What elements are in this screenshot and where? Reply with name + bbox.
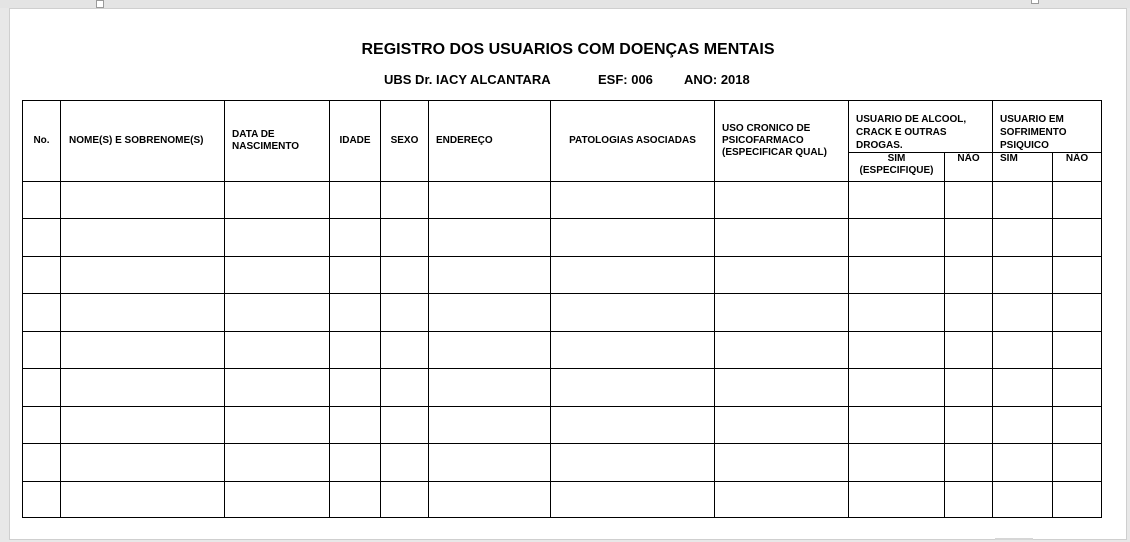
table-cell[interactable]	[429, 369, 551, 407]
table-cell[interactable]	[715, 294, 849, 332]
table-cell[interactable]	[23, 257, 61, 294]
table-cell[interactable]	[849, 257, 945, 294]
table-cell[interactable]	[849, 407, 945, 444]
table-cell[interactable]	[429, 444, 551, 482]
table-cell[interactable]	[381, 257, 429, 294]
table-cell[interactable]	[849, 294, 945, 332]
table-cell[interactable]	[1053, 332, 1102, 369]
table-cell[interactable]	[551, 369, 715, 407]
table-cell[interactable]	[381, 294, 429, 332]
header-idade: IDADE	[330, 101, 381, 182]
table-cell[interactable]	[715, 444, 849, 482]
table-cell[interactable]	[715, 482, 849, 518]
header-sofrimento-sim: SIM	[993, 153, 1053, 182]
table-cell[interactable]	[551, 482, 715, 518]
top-strip	[0, 0, 1130, 8]
table-cell[interactable]	[551, 182, 715, 219]
header-data-nascimento: DATA DE NASCIMENTO	[225, 101, 330, 182]
table-cell[interactable]	[381, 182, 429, 219]
table-cell[interactable]	[849, 444, 945, 482]
table-cell[interactable]	[330, 219, 381, 257]
table-cell[interactable]	[429, 482, 551, 518]
table-cell[interactable]	[1053, 219, 1102, 257]
table-cell[interactable]	[945, 257, 993, 294]
table-row	[23, 444, 1102, 482]
table-cell[interactable]	[381, 332, 429, 369]
table-cell[interactable]	[945, 444, 993, 482]
table-cell[interactable]	[993, 294, 1053, 332]
table-row	[23, 182, 1102, 219]
table-cell[interactable]	[23, 407, 61, 444]
table-cell[interactable]	[849, 182, 945, 219]
page-title: REGISTRO DOS USUARIOS COM DOENÇAS MENTAIS	[361, 41, 775, 58]
header-no: No.	[23, 101, 61, 182]
table-row	[23, 369, 1102, 407]
table-cell[interactable]	[849, 219, 945, 257]
table-cell[interactable]	[715, 219, 849, 257]
table-cell[interactable]	[945, 219, 993, 257]
table-cell[interactable]	[381, 407, 429, 444]
header-alcool-sim: SIM (ESPECIFIQUE)	[849, 153, 945, 182]
table-cell[interactable]	[225, 482, 330, 518]
table-row	[23, 257, 1102, 294]
table-cell[interactable]	[429, 407, 551, 444]
table-cell[interactable]	[1053, 257, 1102, 294]
table-cell[interactable]	[23, 482, 61, 518]
table-cell[interactable]	[429, 182, 551, 219]
margin-marker-left-icon[interactable]	[96, 0, 104, 8]
table-cell[interactable]	[945, 294, 993, 332]
table-cell[interactable]	[429, 332, 551, 369]
table-cell[interactable]	[1053, 444, 1102, 482]
table-cell[interactable]	[993, 257, 1053, 294]
table-cell[interactable]	[225, 407, 330, 444]
table-cell[interactable]	[225, 369, 330, 407]
table-cell[interactable]	[849, 332, 945, 369]
table-cell[interactable]	[551, 257, 715, 294]
table-cell[interactable]	[330, 444, 381, 482]
table-cell[interactable]	[945, 182, 993, 219]
table-cell[interactable]	[23, 182, 61, 219]
table-cell[interactable]	[61, 444, 225, 482]
table-cell[interactable]	[225, 294, 330, 332]
table-cell[interactable]	[23, 294, 61, 332]
header-uso-cronico: USO CRONICO DE PSICOFARMACO (ESPECIFICAR QUAL)	[715, 101, 849, 182]
table-cell[interactable]	[23, 369, 61, 407]
table-cell[interactable]	[849, 369, 945, 407]
table-cell[interactable]	[993, 444, 1053, 482]
table-cell[interactable]	[61, 294, 225, 332]
table-cell[interactable]	[993, 332, 1053, 369]
table-row	[23, 219, 1102, 257]
table-cell[interactable]	[225, 444, 330, 482]
table-cell[interactable]	[715, 182, 849, 219]
table-cell[interactable]	[381, 444, 429, 482]
table-cell[interactable]	[23, 219, 61, 257]
table-cell[interactable]	[381, 482, 429, 518]
table-cell[interactable]	[945, 369, 993, 407]
table-cell[interactable]	[23, 332, 61, 369]
table-cell[interactable]	[945, 482, 993, 518]
table-cell[interactable]	[23, 444, 61, 482]
table-row	[23, 294, 1102, 332]
header-endereco: ENDEREÇO	[429, 101, 551, 182]
table-cell[interactable]	[330, 482, 381, 518]
table-cell[interactable]	[551, 219, 715, 257]
table-cell[interactable]	[993, 182, 1053, 219]
table-cell[interactable]	[551, 294, 715, 332]
table-cell[interactable]	[61, 407, 225, 444]
table-cell[interactable]	[993, 407, 1053, 444]
header-alcool-nao: NÃO	[945, 153, 993, 182]
table-cell[interactable]	[1053, 294, 1102, 332]
table-cell[interactable]	[330, 294, 381, 332]
table-cell[interactable]	[715, 257, 849, 294]
margin-marker-right-icon[interactable]	[1031, 0, 1039, 4]
table-cell[interactable]	[945, 332, 993, 369]
subtitle-ano: ANO: 2018	[684, 72, 750, 87]
table-body	[23, 182, 1102, 518]
scroll-indicator	[995, 538, 1033, 540]
table-cell[interactable]	[715, 407, 849, 444]
table-cell[interactable]	[381, 219, 429, 257]
table-cell[interactable]	[993, 369, 1053, 407]
table-cell[interactable]	[429, 294, 551, 332]
header-patologias: PATOLOGIAS ASOCIADAS	[551, 101, 715, 182]
table-cell[interactable]	[61, 219, 225, 257]
table-cell[interactable]	[61, 369, 225, 407]
table-cell[interactable]	[551, 407, 715, 444]
table-cell[interactable]	[61, 482, 225, 518]
table-cell[interactable]	[993, 219, 1053, 257]
table-cell[interactable]	[225, 257, 330, 294]
table-cell[interactable]	[61, 182, 225, 219]
table-cell[interactable]	[849, 482, 945, 518]
table-cell[interactable]	[330, 257, 381, 294]
table-cell[interactable]	[225, 219, 330, 257]
table-cell[interactable]	[1053, 182, 1102, 219]
table-cell[interactable]	[1053, 369, 1102, 407]
table-cell[interactable]	[429, 257, 551, 294]
table-cell[interactable]	[715, 369, 849, 407]
table-cell[interactable]	[330, 332, 381, 369]
table-cell[interactable]	[1053, 407, 1102, 444]
table-cell[interactable]	[945, 407, 993, 444]
table-cell[interactable]	[1053, 482, 1102, 518]
table-row	[23, 482, 1102, 518]
table-row	[23, 332, 1102, 369]
table-cell[interactable]	[715, 332, 849, 369]
header-row-top	[23, 101, 1102, 153]
header-sexo: SEXO	[381, 101, 429, 182]
subtitle-ubs: UBS Dr. IACY ALCANTARA	[384, 72, 551, 87]
table-cell[interactable]	[61, 257, 225, 294]
table-cell[interactable]	[330, 407, 381, 444]
header-alcool-drogas: USUARIO DE ALCOOL, CRACK E OUTRAS DROGAS.	[849, 101, 993, 153]
table-cell[interactable]	[381, 369, 429, 407]
table-cell[interactable]	[225, 332, 330, 369]
table-cell[interactable]	[330, 369, 381, 407]
header-sofrimento-psiquico: USUARIO EM SOFRIMENTO PSIQUICO	[993, 101, 1102, 153]
table-cell[interactable]	[225, 182, 330, 219]
registry-table	[22, 100, 1102, 518]
table-cell[interactable]	[551, 444, 715, 482]
table-cell[interactable]	[429, 219, 551, 257]
table-cell[interactable]	[993, 482, 1053, 518]
table-row	[23, 407, 1102, 444]
table-cell[interactable]	[330, 182, 381, 219]
header-nome: NOME(S) E SOBRENOME(S)	[61, 101, 225, 182]
table-cell[interactable]	[551, 332, 715, 369]
table-cell[interactable]	[61, 332, 225, 369]
header-sofrimento-nao: NÃO	[1053, 153, 1102, 182]
subtitle-esf: ESF: 006	[598, 72, 653, 87]
